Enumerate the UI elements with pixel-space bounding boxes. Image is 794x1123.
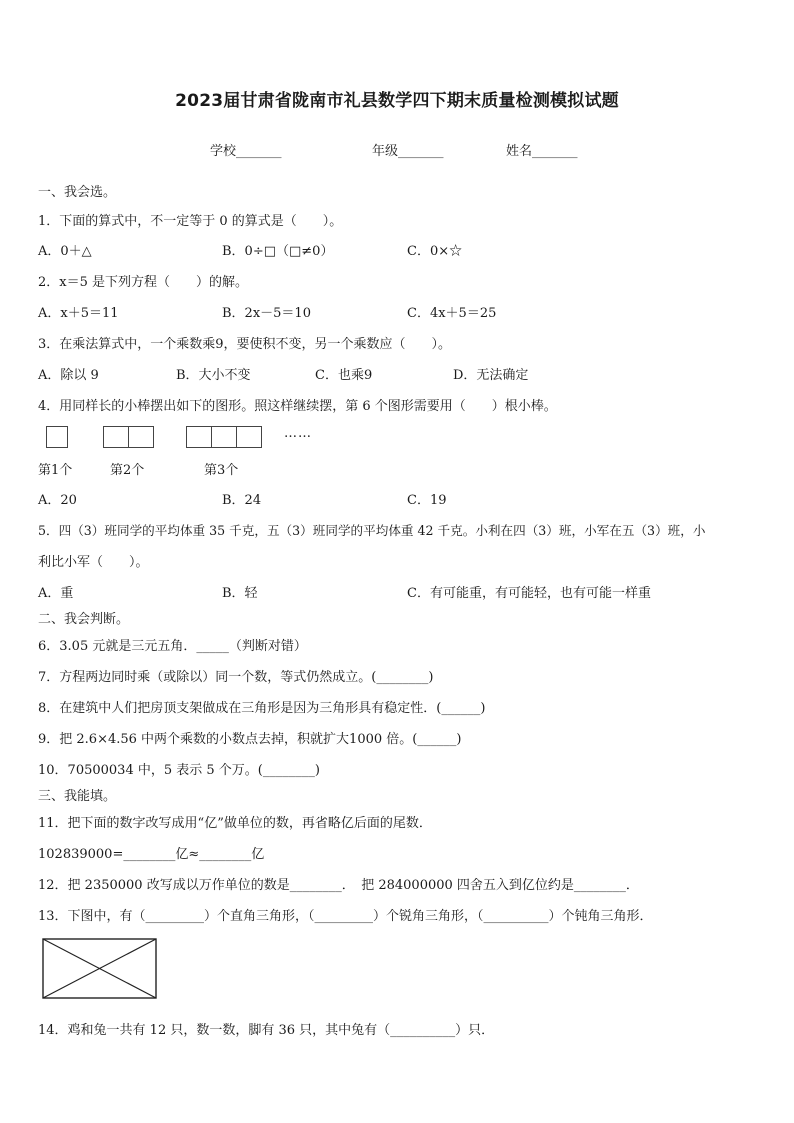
question-11: 11．把下面的数字改写成用“亿”做单位的数，再省略亿后面的尾数． <box>38 816 432 831</box>
q5-option-c: C．有可能重，有可能轻，也有可能一样重 <box>407 586 651 601</box>
question-5: 5．四（3）班同学的平均体重 35 千克，五（3）班同学的平均体重 42 千克。小利在四（3）班，小军在五（3）班，小 <box>38 523 706 538</box>
q2-option-c: C．4x＋5＝25 <box>407 306 497 321</box>
question-14: 14．鸡和兔一共有 12 只，数一数，脚有 36 只，其中兔有（__________）只． <box>38 1023 495 1038</box>
question-2: 2．x＝5 是下列方程（ ）的解。 <box>38 275 249 290</box>
figure-3-sticks <box>186 426 261 449</box>
question-10: 10．70500034 中，5 表示 5 个万。(________) <box>38 763 320 778</box>
section-heading-choice: 一、我会选。 <box>38 185 117 200</box>
rectangle-diagonals-figure <box>42 938 158 1000</box>
stick-square <box>211 426 237 448</box>
figure-2-label: 第2个 <box>110 463 145 478</box>
question-8: 8．在建筑中人们把房顶支架做成在三角形是因为三角形具有稳定性．(______) <box>38 701 486 716</box>
question-4: 4．用同样长的小棒摆出如下的图形。照这样继续摆，第 6 个图形需要用（ ）根小棒。 <box>38 399 557 414</box>
q4-option-b: B．24 <box>222 493 262 508</box>
question-11-answer-line: 102839000=________亿≈________亿 <box>38 847 265 862</box>
q3-option-c: C．也乘9 <box>315 368 373 383</box>
question-12: 12．把 2350000 改写成以万作单位的数是________． 把 284000000 四舍五入到亿位约是________． <box>38 878 639 893</box>
q2-option-b: B．2x－5＝10 <box>222 306 311 321</box>
grade-field: 年级_______ <box>372 144 444 159</box>
stick-square <box>236 426 262 448</box>
question-13: 13．下图中，有（_________）个直角三角形，（_________）个锐角三角形，（__________）个钝角三角形． <box>38 909 653 924</box>
q5-option-b: B．轻 <box>222 586 258 601</box>
q3-option-a: A．除以 9 <box>38 368 99 383</box>
stick-square <box>128 426 154 448</box>
question-1: 1．下面的算式中，不一定等于 0 的算式是（ ）。 <box>38 214 343 229</box>
continuation-dots: …… <box>284 426 312 441</box>
question-3: 3．在乘法算式中，一个乘数乘9，要使积不变，另一个乘数应（ ）。 <box>38 337 452 352</box>
section-heading-judge: 二、我会判断。 <box>38 612 130 627</box>
stick-square <box>186 426 212 448</box>
q4-option-c: C．19 <box>407 493 447 508</box>
question-5-continued: 利比小军（ ）。 <box>38 555 149 570</box>
question-7: 7．方程两边同时乘（或除以）同一个数，等式仍然成立。(________) <box>38 670 434 685</box>
q1-option-a: A．0＋△ <box>38 244 92 259</box>
figure-3-label: 第3个 <box>204 463 239 478</box>
school-field: 学校_______ <box>210 144 282 159</box>
q1-option-c: C．0×☆ <box>407 244 463 259</box>
q3-option-d: D．无法确定 <box>453 368 529 383</box>
q1-option-b: B．0÷□（□≠0） <box>222 244 334 259</box>
figure-2-sticks <box>103 426 153 449</box>
name-field: 姓名_______ <box>506 144 578 159</box>
stick-square <box>103 426 129 448</box>
page-title: 2023届甘肃省陇南市礼县数学四下期末质量检测模拟试题 <box>175 91 619 111</box>
q2-option-a: A．x＋5＝11 <box>38 306 119 321</box>
section-heading-fill: 三、我能填。 <box>38 789 117 804</box>
figure-1-label: 第1个 <box>38 463 73 478</box>
question-6: 6．3.05 元就是三元五角．_____（判断对错） <box>38 639 307 654</box>
q3-option-b: B．大小不变 <box>176 368 251 383</box>
figure-1-sticks <box>46 426 67 449</box>
q5-option-a: A．重 <box>38 586 74 601</box>
stick-square <box>46 426 68 448</box>
q4-option-a: A．20 <box>38 493 77 508</box>
question-9: 9．把 2.6×4.56 中两个乘数的小数点去掉，积就扩大1000 倍。(______) <box>38 732 462 747</box>
